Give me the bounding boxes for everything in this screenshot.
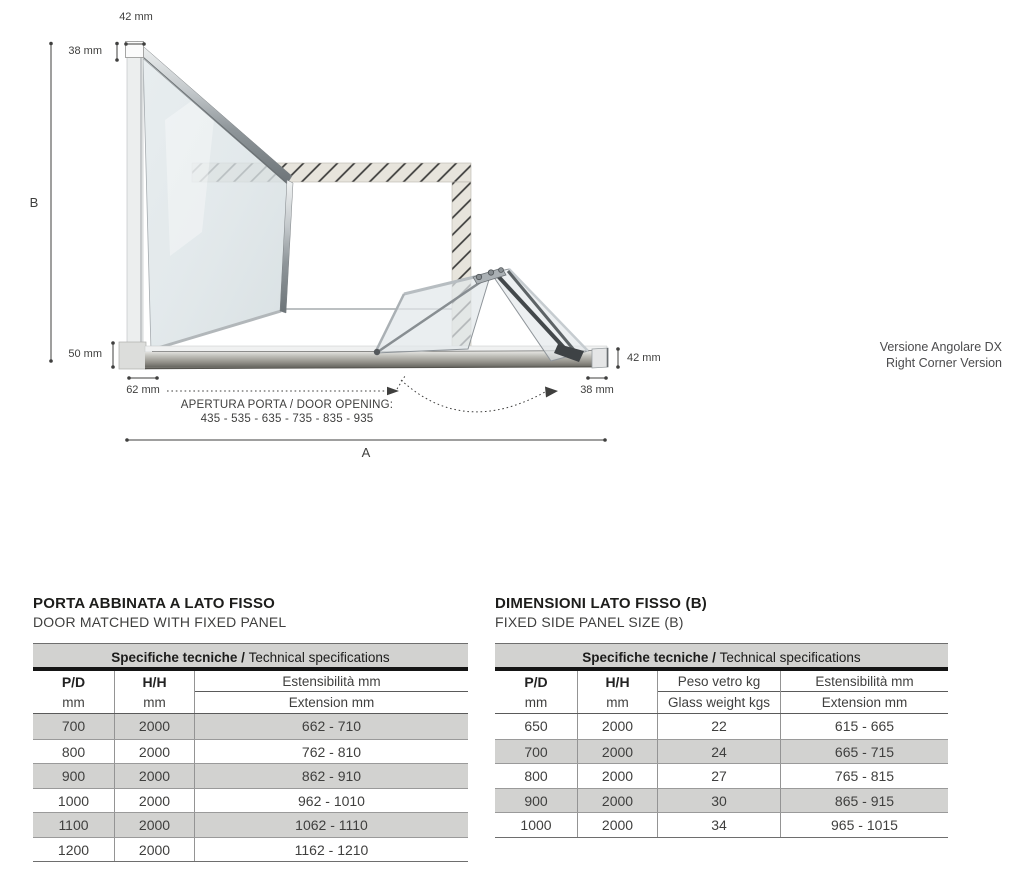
door-opening-values: 435 - 535 - 635 - 735 - 835 - 935 bbox=[200, 413, 374, 425]
version-label-english: Right Corner Version bbox=[885, 355, 1002, 370]
column-label: H/H bbox=[605, 674, 630, 690]
track-left-foot bbox=[119, 342, 146, 369]
table-cell: 24 bbox=[657, 740, 780, 764]
table-cell: 700 bbox=[524, 743, 548, 760]
table-cell: 1062 - 1110 bbox=[194, 813, 468, 837]
column-label: Peso vetro kg bbox=[658, 671, 780, 692]
column-unit: mm bbox=[143, 695, 166, 710]
table-cell: 1162 - 1210 bbox=[194, 838, 468, 862]
door-pivot-arm-dark bbox=[497, 275, 567, 351]
table-row bbox=[33, 763, 468, 788]
column-label: P/D bbox=[61, 674, 86, 690]
table-cell: 2000 bbox=[114, 789, 194, 813]
spec-table bbox=[495, 643, 948, 838]
dim-label-bottom-offset: 62 mm bbox=[126, 384, 160, 396]
hinge-knob bbox=[499, 268, 504, 273]
table-title: DIMENSIONI LATO FISSO (B) bbox=[495, 595, 707, 612]
column-header bbox=[33, 671, 114, 713]
dim-label-right-track-height: 42 mm bbox=[627, 352, 661, 364]
table-subtitle: FIXED SIDE PANEL SIZE (B) bbox=[495, 614, 684, 630]
table-row bbox=[33, 739, 468, 764]
table-cell: 900 bbox=[524, 792, 548, 809]
table-cell: 1100 bbox=[58, 817, 89, 833]
hinge-knob bbox=[488, 270, 493, 275]
table-subtitle: DOOR MATCHED WITH FIXED PANEL bbox=[33, 614, 287, 630]
table-cell: 27 bbox=[657, 764, 780, 788]
column-headers bbox=[33, 671, 468, 714]
column-label: P/D bbox=[524, 674, 548, 690]
column-label: H/H bbox=[142, 674, 167, 690]
table-cell: 862 - 910 bbox=[194, 764, 468, 788]
table-cell: 30 bbox=[657, 789, 780, 813]
column-label: Estensibilità mm bbox=[195, 671, 468, 692]
table-cell: 2000 bbox=[577, 764, 657, 788]
table-cell: 900 bbox=[61, 768, 86, 784]
column-header bbox=[577, 671, 657, 713]
table-cell: 2000 bbox=[114, 714, 194, 739]
spec-band bbox=[495, 644, 948, 671]
track-right-cap bbox=[592, 348, 608, 368]
table-cell: 662 - 710 bbox=[194, 714, 468, 739]
fixed-panel bbox=[126, 41, 294, 357]
column-headers bbox=[495, 671, 948, 714]
column-unit: mm bbox=[62, 695, 85, 710]
table-row bbox=[33, 714, 468, 739]
table-cell: 1000 bbox=[57, 792, 90, 809]
table-row bbox=[33, 812, 468, 837]
table-cell: 765 - 815 bbox=[780, 764, 948, 788]
version-label-italian: Versione Angolare DX bbox=[879, 340, 1002, 354]
table-cell: 2000 bbox=[577, 740, 657, 764]
door-left-pivot bbox=[374, 349, 380, 355]
column-header bbox=[657, 671, 780, 713]
table-cell: 2000 bbox=[114, 813, 194, 837]
column-header bbox=[114, 671, 194, 713]
table-row bbox=[495, 788, 948, 813]
table-cell: 34 bbox=[657, 813, 780, 837]
column-header bbox=[194, 671, 468, 713]
table-row bbox=[495, 739, 948, 764]
door-opening-label: APERTURA PORTA / DOOR OPENING: bbox=[180, 399, 394, 411]
table-row bbox=[33, 837, 468, 862]
spec-band-regular: Technical specifications bbox=[248, 650, 390, 665]
dim-label-left-thickness: 38 mm bbox=[68, 45, 102, 57]
column-header bbox=[495, 671, 577, 713]
table-cell: 2000 bbox=[114, 838, 194, 862]
column-unit: Extension mm bbox=[288, 695, 375, 710]
table-cell: 800 bbox=[61, 743, 86, 760]
dim-label-height-B: B bbox=[29, 195, 39, 210]
column-unit: Glass weight kgs bbox=[667, 695, 771, 710]
table-cell: 2000 bbox=[114, 764, 194, 788]
table-cell: 1000 bbox=[520, 817, 552, 833]
table-title: PORTA ABBINATA A LATO FISSO bbox=[33, 595, 276, 612]
bottom-track bbox=[119, 342, 608, 369]
spec-band-bold: Specifiche tecniche / bbox=[111, 650, 249, 665]
table-cell: 865 - 915 bbox=[780, 789, 948, 813]
table-cell: 1200 bbox=[57, 841, 90, 858]
table-row bbox=[33, 788, 468, 813]
table-cell: 700 bbox=[61, 718, 86, 734]
column-label: Estensibilità mm bbox=[781, 671, 948, 692]
column-header bbox=[780, 671, 948, 713]
table-row bbox=[495, 763, 948, 788]
spec-table bbox=[33, 643, 468, 862]
column-unit: Extension mm bbox=[821, 695, 908, 710]
spec-band bbox=[33, 644, 468, 671]
hinge-knob bbox=[476, 274, 481, 279]
table-cell: 615 - 665 bbox=[780, 714, 948, 739]
dim-label-top-width: 42 mm bbox=[119, 11, 153, 23]
dim-label-bottom-profile: 50 mm bbox=[68, 348, 102, 360]
table-cell: 2000 bbox=[577, 813, 657, 837]
fixed-side-panel-table bbox=[495, 595, 948, 845]
spec-band-bold: Specifiche tecniche / bbox=[582, 650, 720, 665]
spec-band-regular: Technical specifications bbox=[719, 650, 861, 665]
column-unit: mm bbox=[606, 695, 629, 710]
table-cell: 800 bbox=[524, 768, 548, 784]
door-with-fixed-panel-table bbox=[33, 595, 468, 870]
table-cell: 2000 bbox=[114, 740, 194, 764]
table-cell: 965 - 1015 bbox=[780, 813, 948, 837]
table-cell: 2000 bbox=[577, 714, 657, 739]
table-cell: 22 bbox=[657, 714, 780, 739]
table-cell: 762 - 810 bbox=[194, 740, 468, 764]
table-cell: 2000 bbox=[577, 789, 657, 813]
table-row bbox=[495, 714, 948, 739]
table-cell: 962 - 1010 bbox=[194, 789, 468, 813]
table-cell: 665 - 715 bbox=[780, 740, 948, 764]
dim-label-total-width-A: A bbox=[361, 445, 371, 460]
column-unit: mm bbox=[524, 695, 548, 710]
table-row bbox=[495, 812, 948, 837]
table-cell: 650 bbox=[524, 718, 548, 734]
dim-label-right-offset: 38 mm bbox=[580, 384, 614, 396]
